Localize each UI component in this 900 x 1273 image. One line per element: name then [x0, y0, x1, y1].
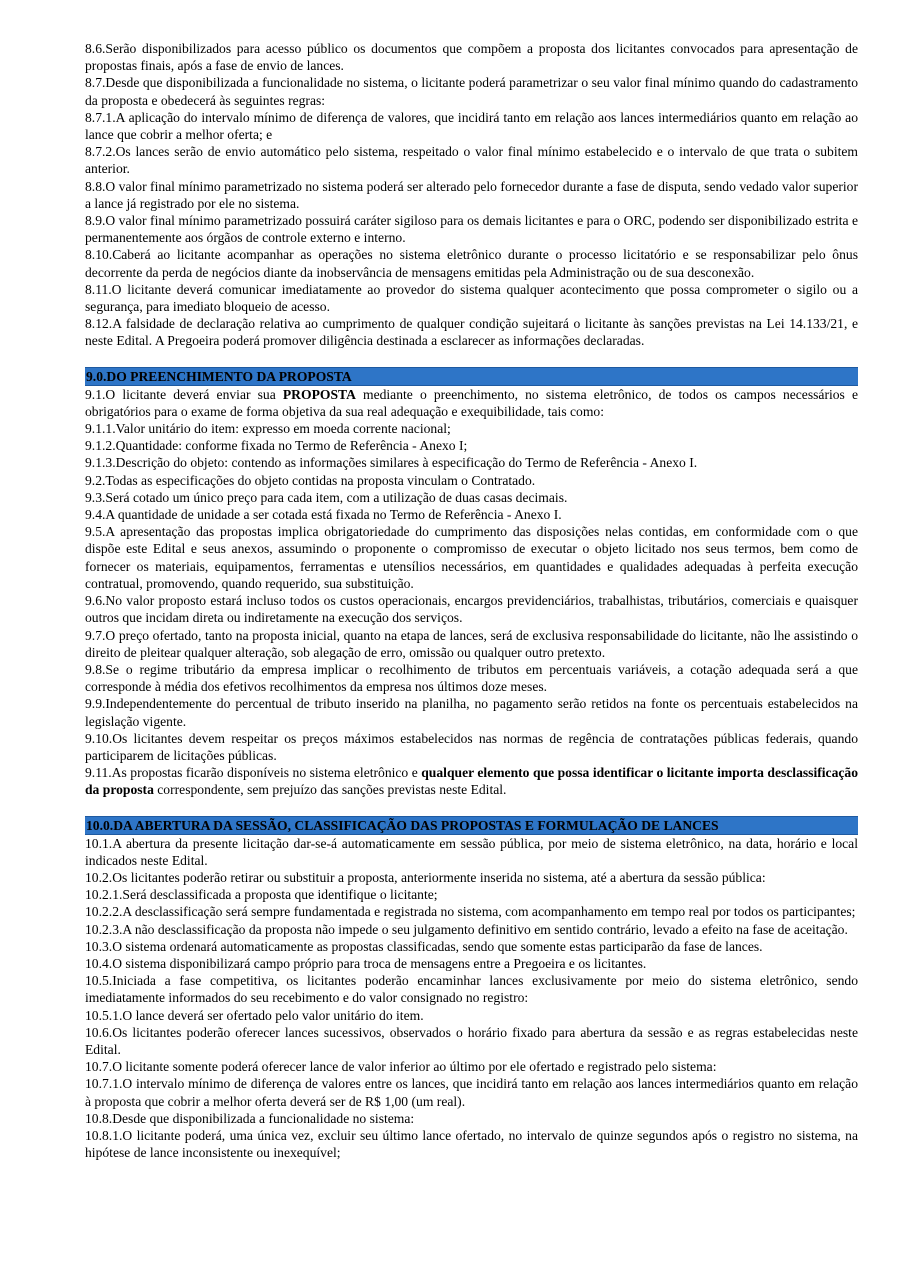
- clause-9-10: 9.10.Os licitantes devem respeitar os preços máximos estabelecidos nas normas de regência de contratações públicas federais, quando participarem de licitações públicas.: [85, 730, 858, 763]
- clause-9-2: 9.2.Todas as especificações do objeto contidas na proposta vinculam o Contratado.: [85, 472, 536, 488]
- clause-9-4: 9.4.A quantidade de unidade a ser cotada está fixada no Termo de Referência - Anexo I.: [85, 507, 562, 523]
- clause-10-8-1: 10.8.1.O licitante poderá, uma única vez, excluir seu último lance ofertado, no intervalo de quinze segundos após o registro no sistema, na hipótese de lance inconsistente ou inexequível;: [85, 1127, 858, 1161]
- clause-9-1-bold: PROPOSTA: [282, 386, 356, 402]
- clause-9-1-2: 9.1.2.Quantidade: conforme fixada no Termo de Referência - Anexo I;: [85, 438, 468, 454]
- clause-10-2: 10.2.Os licitantes poderão retirar ou substituir a proposta, anteriormente inserida no sistema, até a abertura da sessão pública:: [85, 869, 766, 885]
- section-9-heading: 9.0.DO PREENCHIMENTO DA PROPOSTA: [85, 367, 858, 386]
- clause-10-6: 10.6.Os licitantes poderão oferecer lances sucessivos, observados o horário fixado para abertura da sessão e as regras estabelecidas neste Edital.: [85, 1024, 858, 1057]
- clause-10-5-1: 10.5.1.O lance deverá ser ofertado pelo valor unitário do item.: [85, 1007, 424, 1023]
- section-spacer: [85, 799, 858, 816]
- clause-10-2-1: 10.2.1.Será desclassificada a proposta que identifique o licitante;: [85, 887, 438, 903]
- clause-9-1-text: 9.1.O licitante deverá enviar sua: [85, 386, 283, 402]
- section-10-heading: 10.0.DA ABERTURA DA SESSÃO, CLASSIFICAÇÃO DAS PROPOSTAS E FORMULAÇÃO DE LANCES: [85, 816, 858, 835]
- section-9: [85, 367, 858, 799]
- section-8-continuation: [85, 40, 858, 350]
- clause-10-2-3: 10.2.3.A não desclassificação da proposta não impede o seu julgamento definitivo em sentido contrário, levado a efeito na fase de aceitação.: [85, 921, 848, 937]
- clause-8-6: 8.6.Serão disponibilizados para acesso público os documentos que compõem a proposta dos licitantes convocados para apresentação de propostas finais, após a fase de envio de lances.: [85, 41, 858, 74]
- section-10: [85, 816, 858, 1162]
- clause-10-7-1: 10.7.1.O intervalo mínimo de diferença de valores entre os lances, que incidirá tanto em relação aos lances intermediários quanto em relação à proposta que cobrir a melhor oferta deverá ser de R$ 1,00 (um real).: [85, 1076, 858, 1109]
- clause-10-3: 10.3.O sistema ordenará automaticamente as propostas classificadas, sendo que somente estas participarão da fase de lances.: [85, 938, 763, 954]
- clause-9-1-3: 9.1.3.Descrição do objeto: contendo as informações similares à especificação do Termo de Referência - Anexo I.: [85, 455, 698, 471]
- clause-10-7: 10.7.O licitante somente poderá oferecer lance de valor inferior ao último por ele ofertado e registrado pelo sistema:: [85, 1059, 717, 1075]
- clause-9-5: 9.5.A apresentação das propostas implica obrigatoriedade do cumprimento das disposições nelas contidas, em conformidade com o que dispõe este Edital e seus anexos, assumindo o proponente o compromisso de executar o objeto licitado nos seus termos, bem como de fornecer os materiais, equipamentos, ferramentas e utensílios necessários, em quantidades e qualidades adequadas à perfeita execução contratual, promovendo, quando requerido, sua substituição.: [85, 524, 858, 591]
- clause-10-2-2: 10.2.2.A desclassificação será sempre fundamentada e registrada no sistema, com acompanhamento em tempo real por todos os participantes;: [85, 904, 856, 920]
- clause-9-11-text-end: correspondente, sem prejuízo das sanções previstas neste Edital.: [153, 782, 507, 798]
- clause-9-11-bold: qualquer elemento que possa identificar o licitante importa desclassificação da proposta: [85, 765, 858, 798]
- clause-10-8: 10.8.Desde que disponibilizada a funcionalidade no sistema:: [85, 1110, 415, 1126]
- clause-10-5: 10.5.Iniciada a fase competitiva, os licitantes poderão encaminhar lances exclusivamente por meio do sistema eletrônico, sendo imediatamente informados do seu recebimento e do valor consignado no registro:: [85, 973, 858, 1006]
- clause-9-7: 9.7.O preço ofertado, tanto na proposta inicial, quanto na etapa de lances, será de exclusiva responsabilidade do licitante, não lhe assistindo o direito de pleitear qualquer alteração, sob alegação de erro, omissão ou qualquer outro pretexto.: [85, 627, 858, 660]
- clause-9-1: [85, 386, 858, 420]
- clause-8-7-2: 8.7.2.Os lances serão de envio automático pelo sistema, respeitado o valor final mínimo estabelecido e o intervalo de que trata o subitem anterior.: [85, 144, 858, 177]
- clause-9-9: 9.9.Independentemente do percentual de tributo inserido na planilha, no pagamento serão retidos na fonte os percentuais estabelecidos na legislação vigente.: [85, 696, 858, 729]
- clause-9-1-1: 9.1.1.Valor unitário do item: expresso em moeda corrente nacional;: [85, 421, 451, 437]
- clause-8-7: 8.7.Desde que disponibilizada a funcionalidade no sistema, o licitante poderá parametrizar o seu valor final mínimo quando do cadastramento da proposta e obedecerá às seguintes regras:: [85, 75, 858, 108]
- clause-8-10: 8.10.Caberá ao licitante acompanhar as operações no sistema eletrônico durante o processo licitatório e se responsabilizar pelo ônus decorrente da perda de negócios diante da inobservância de mensagens emitidas pela Administração ou de sua desconexão.: [85, 247, 858, 280]
- clause-8-11: 8.11.O licitante deverá comunicar imediatamente ao provedor do sistema qualquer acontecimento que possa comprometer o sigilo ou a segurança, para imediato bloqueio de acesso.: [85, 281, 858, 315]
- clause-10-1: 10.1.A abertura da presente licitação dar-se-á automaticamente em sessão pública, por meio de sistema eletrônico, na data, horário e local indicados neste Edital.: [85, 835, 858, 868]
- clause-9-6: 9.6.No valor proposto estará incluso todos os custos operacionais, encargos previdenciários, trabalhistas, tributários, comerciais e quaisquer outros que incidam direta ou indiretamente na execução dos serviços.: [85, 593, 858, 626]
- clause-8-9: 8.9.O valor final mínimo parametrizado possuirá caráter sigiloso para os demais licitantes e para o ORC, podendo ser disponibilizado estrita e permanentemente aos órgãos de controle externo e interno.: [85, 213, 858, 246]
- clause-9-11: [85, 764, 858, 798]
- clause-10-4: 10.4.O sistema disponibilizará campo próprio para troca de mensagens entre a Pregoeira e os licitantes.: [85, 955, 647, 971]
- clause-9-8: 9.8.Se o regime tributário da empresa implicar o recolhimento de tributos em percentuais variáveis, a cotação adequada será a que corresponde à média dos efetivos recolhimentos da empresa nos últimos doze meses.: [85, 661, 858, 695]
- section-spacer: [85, 350, 858, 367]
- clause-8-8: 8.8.O valor final mínimo parametrizado no sistema poderá ser alterado pelo fornecedor durante a fase de disputa, sendo vedado valor superior a lance já registrado por ele no sistema.: [85, 178, 858, 211]
- clause-8-7-1: 8.7.1.A aplicação do intervalo mínimo de diferença de valores, que incidirá tanto em relação aos lances intermediários quanto em relação ao lance que cobrir a melhor oferta; e: [85, 109, 858, 143]
- clause-9-11-text: 9.11.As propostas ficarão disponíveis no sistema eletrônico e: [85, 765, 422, 781]
- clause-9-1-text-end: mediante o preenchimento, no sistema eletrônico, de todos os campos necessários e obrigatórios para o exame de forma objetiva da sua real adequação e exequibilidade, tais como:: [85, 386, 858, 419]
- clause-8-12: 8.12.A falsidade de declaração relativa ao cumprimento de qualquer condição sujeitará o licitante às sanções previstas na Lei 14.133/21, e neste Edital. A Pregoeira poderá promover diligência destinada a esclarecer as informações declaradas.: [85, 316, 858, 349]
- clause-9-3: 9.3.Será cotado um único preço para cada item, com a utilização de duas casas decimais.: [85, 489, 568, 505]
